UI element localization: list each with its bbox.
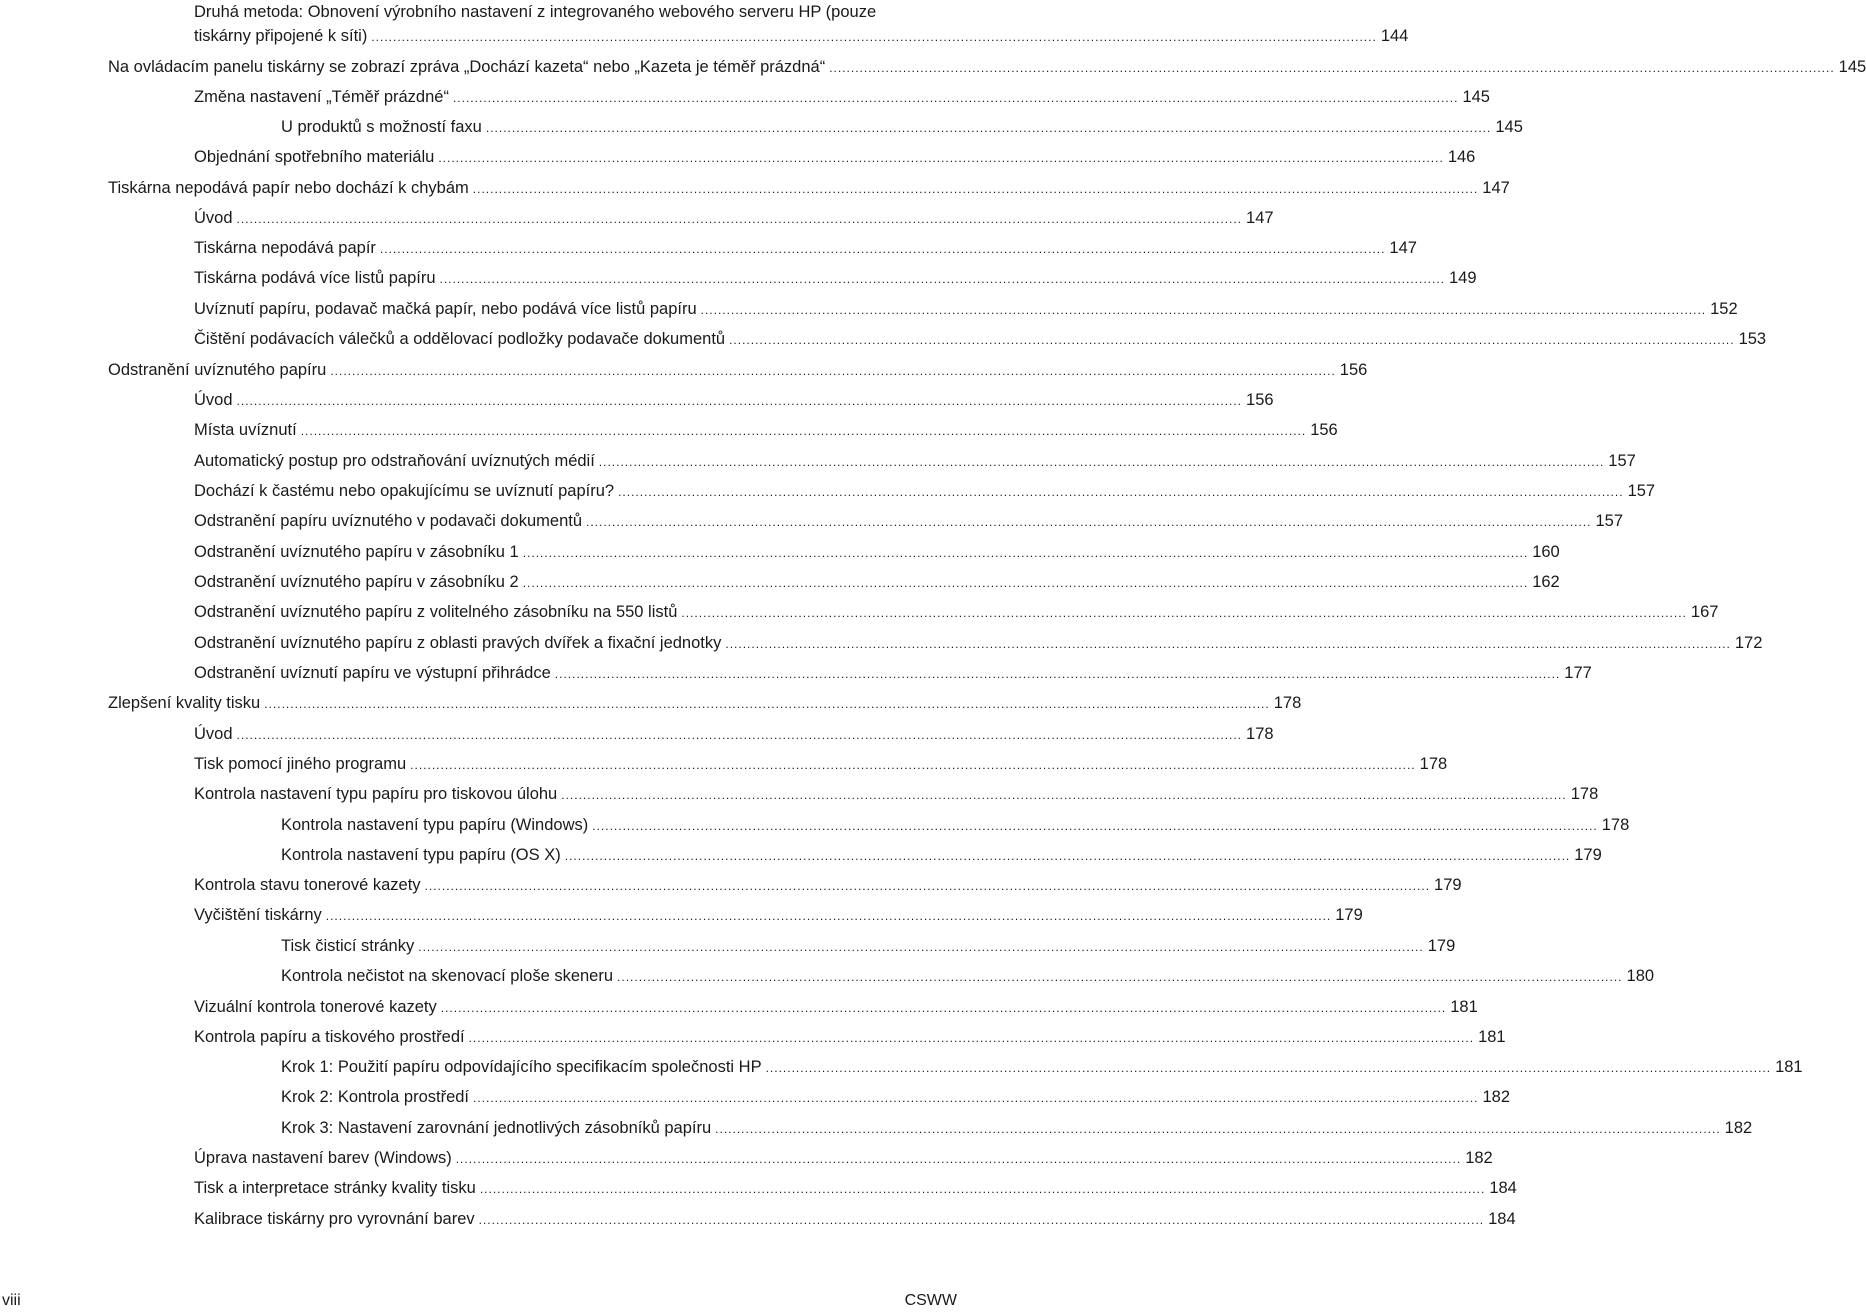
toc-entry[interactable] xyxy=(194,266,1477,291)
toc-entry-page: 144 xyxy=(1380,27,1409,45)
dot-leader xyxy=(264,692,1269,716)
toc-entry-title: Tisk a interpretace stránky kvality tisku xyxy=(194,1179,476,1197)
toc-entry[interactable] xyxy=(281,115,1523,140)
toc-entry[interactable] xyxy=(194,782,1599,807)
dot-leader xyxy=(701,298,1706,322)
toc-entry[interactable] xyxy=(194,540,1560,565)
toc-entry-title: Úprava nastavení barev (Windows) xyxy=(194,1149,452,1167)
toc-entry-title: Tiskárna nepodává papír nebo dochází k chybám xyxy=(108,179,469,197)
toc-entry-title: Úvod xyxy=(194,725,233,743)
toc-entry-title: Krok 3: Nastavení zarovnání jednotlivých zásobníků papíru xyxy=(281,1119,712,1137)
toc-entry-page: 181 xyxy=(1775,1058,1803,1076)
toc-entry-title: Odstranění uvíznutého papíru xyxy=(108,361,327,379)
toc-entry-title: Kontrola nečistot na skenovací ploše skeneru xyxy=(281,967,614,985)
toc-entry-title: Kontrola nastavení typu papíru (Windows) xyxy=(281,816,589,834)
toc-entry-title: Dochází k častému nebo opakujícímu se uvíznutí papíru? xyxy=(194,482,615,500)
toc-entry-title: U produktů s možností faxu xyxy=(281,118,482,136)
dot-leader xyxy=(440,267,1445,291)
toc-entry-page: 152 xyxy=(1710,300,1738,318)
toc-entry-title: Druhá metoda: Obnovení výrobního nastavení z integrovaného webového serveru HP (pouze xyxy=(194,3,877,21)
toc-entry-title: Vizuální kontrola tonerové kazety xyxy=(194,998,437,1016)
toc-entry[interactable] xyxy=(194,873,1462,898)
toc-entry-title: Zlepšení kvality tisku xyxy=(108,694,261,712)
toc-entry-page: 182 xyxy=(1724,1119,1753,1137)
toc-entry[interactable] xyxy=(281,813,1630,838)
toc-entry[interactable] xyxy=(194,388,1274,413)
toc-entry-page: 167 xyxy=(1690,603,1719,621)
dot-leader xyxy=(586,510,1591,534)
toc-entry-title: Změna nastavení „Téměř prázdné“ xyxy=(194,88,449,106)
toc-entry-title: Tisk pomocí jiného programu xyxy=(194,755,407,773)
toc-entry-title: Odstranění papíru uvíznutého v podavači dokumentů xyxy=(194,512,582,530)
toc-entry[interactable] xyxy=(194,85,1490,110)
dot-leader xyxy=(715,1117,1720,1141)
toc-entry-title: Úvod xyxy=(194,391,233,409)
toc-entry-title: Úvod xyxy=(194,209,233,227)
dot-leader xyxy=(410,753,1415,777)
toc-entry[interactable] xyxy=(281,1055,1803,1080)
toc-entry-title: Vyčištění tiskárny xyxy=(194,906,322,924)
dot-leader xyxy=(441,996,1446,1020)
toc-entry[interactable] xyxy=(108,176,1510,201)
toc-entry[interactable] xyxy=(194,0,1409,49)
toc-entry[interactable] xyxy=(194,206,1274,231)
toc-entry[interactable] xyxy=(108,691,1302,716)
toc-entry-title: Kalibrace tiskárny pro vyrovnání barev xyxy=(194,1210,475,1228)
dot-leader xyxy=(237,207,1242,231)
toc-entry-title: Krok 1: Použití papíru odpovídajícího specifikacím společnosti HP xyxy=(281,1058,762,1076)
toc-entry[interactable] xyxy=(194,145,1476,170)
toc-entry-page: 147 xyxy=(1482,179,1510,197)
dot-leader xyxy=(618,480,1623,504)
dot-leader xyxy=(592,814,1597,838)
toc-entry-title: Kontrola nastavení typu papíru (OS X) xyxy=(281,846,561,864)
dot-leader xyxy=(681,601,1686,625)
dot-leader xyxy=(480,1177,1485,1201)
toc-entry-page: 181 xyxy=(1478,1028,1506,1046)
toc-entry-page: 156 xyxy=(1310,421,1338,439)
dot-leader xyxy=(486,116,1491,140)
toc-entry-page: 149 xyxy=(1449,269,1477,287)
toc-entry-page: 178 xyxy=(1246,725,1274,743)
toc-entry-title: Odstranění uvíznutého papíru z oblasti pravých dvířek a fixační jednotky xyxy=(194,634,722,652)
dot-leader xyxy=(599,450,1604,474)
dot-leader xyxy=(565,844,1570,868)
dot-leader xyxy=(326,904,1331,928)
toc-entry-page: 157 xyxy=(1595,512,1624,530)
toc-entry-page: 178 xyxy=(1601,816,1630,834)
toc-entry-page: 184 xyxy=(1489,1179,1517,1197)
dot-leader xyxy=(729,328,1734,352)
toc-entry-page: 147 xyxy=(1389,239,1417,257)
dot-leader xyxy=(418,935,1423,959)
toc-entry-title: Kontrola nastavení typu papíru pro tiskovou úlohu xyxy=(194,785,558,803)
toc-entry[interactable] xyxy=(281,964,1655,989)
dot-leader xyxy=(479,1208,1484,1232)
toc-entry-title: Odstranění uvíznutého papíru z volitelného zásobníku na 550 listů xyxy=(194,603,678,621)
toc-entry-page: 178 xyxy=(1273,694,1302,712)
toc-entry[interactable] xyxy=(194,661,1592,686)
toc-entry-title: Tiskárna nepodává papír xyxy=(194,239,376,257)
dot-leader xyxy=(523,571,1528,595)
toc-entry-page: 157 xyxy=(1608,452,1636,470)
toc-entry[interactable] xyxy=(194,570,1560,595)
toc-entry-title: Objednání spotřebního materiálu xyxy=(194,148,435,166)
dot-leader xyxy=(371,25,1376,49)
toc-entry-title: Krok 2: Kontrola prostředí xyxy=(281,1088,470,1106)
dot-leader xyxy=(237,723,1242,747)
toc-entry[interactable] xyxy=(281,843,1602,868)
dot-leader xyxy=(469,1026,1474,1050)
dot-leader xyxy=(829,56,1834,80)
toc-entry[interactable] xyxy=(194,752,1448,777)
dot-leader xyxy=(330,359,1335,383)
toc-entry[interactable] xyxy=(194,995,1478,1020)
dot-leader xyxy=(438,146,1443,170)
toc-entry[interactable] xyxy=(194,1025,1506,1050)
toc-entry-title: Tisk čisticí stránky xyxy=(281,937,415,955)
toc-entry[interactable] xyxy=(194,600,1719,625)
toc-entry-title: Čištění podávacích válečků a oddělovací podložky podavače dokumentů xyxy=(194,330,726,348)
toc-entry[interactable] xyxy=(194,236,1417,261)
dot-leader xyxy=(456,1147,1461,1171)
toc-entry-page: 160 xyxy=(1532,543,1560,561)
toc-entry-title: Tiskárna podává více listů papíru xyxy=(194,269,436,287)
dot-leader xyxy=(555,662,1560,686)
toc-entry-page: 180 xyxy=(1626,967,1655,985)
toc-entry-title: Kontrola papíru a tiskového prostředí xyxy=(194,1028,465,1046)
toc-entry-title: Odstranění uvíznutí papíru ve výstupní přihrádce xyxy=(194,664,551,682)
toc-entry[interactable] xyxy=(108,55,1866,80)
toc-entry[interactable] xyxy=(194,1146,1493,1171)
toc-entry-page: 145 xyxy=(1462,88,1490,106)
toc-entry-page: 182 xyxy=(1482,1088,1511,1106)
dot-leader xyxy=(453,86,1458,110)
toc-entry-title: Odstranění uvíznutého papíru v zásobníku 1 xyxy=(194,543,519,561)
toc-entry-page: 184 xyxy=(1488,1210,1516,1228)
toc-entry[interactable] xyxy=(281,934,1456,959)
dot-leader xyxy=(425,874,1430,898)
toc-entry-page: 179 xyxy=(1574,846,1602,864)
dot-leader xyxy=(473,1086,1478,1110)
toc-entry[interactable] xyxy=(194,509,1624,534)
toc-entry-title: Místa uvíznutí xyxy=(194,421,297,439)
dot-leader xyxy=(301,419,1306,443)
toc-entry-page: 145 xyxy=(1838,58,1866,76)
toc-entry[interactable] xyxy=(194,1176,1517,1201)
footer-brand: CSWW xyxy=(904,1292,957,1309)
toc-entry[interactable] xyxy=(194,297,1738,322)
toc-entry-page: 145 xyxy=(1495,118,1523,136)
toc-entry[interactable] xyxy=(194,1207,1516,1232)
dot-leader xyxy=(725,632,1730,656)
toc-entry-page: 156 xyxy=(1246,391,1274,409)
toc-entry-title: Na ovládacím panelu tiskárny se zobrazí zpráva „Dochází kazeta“ nebo „Kazeta je téměř prázdná“ xyxy=(108,58,826,76)
toc-entry[interactable] xyxy=(108,358,1368,383)
dot-leader xyxy=(237,389,1242,413)
toc-entry-page: 179 xyxy=(1434,876,1462,894)
toc-entry-title: Kontrola stavu tonerové kazety xyxy=(194,876,421,894)
toc-entry-page: 181 xyxy=(1450,998,1478,1016)
toc-entry-page: 172 xyxy=(1734,634,1763,652)
toc-entry[interactable] xyxy=(281,1116,1753,1141)
dot-leader xyxy=(523,541,1528,565)
toc-entry[interactable] xyxy=(194,903,1363,928)
toc-entry[interactable] xyxy=(194,327,1767,352)
toc-entry-page: 156 xyxy=(1339,361,1368,379)
toc-entry-title: Automatický postup pro odstraňování uvíznutých médií xyxy=(194,452,595,470)
toc-entry-page: 178 xyxy=(1419,755,1448,773)
toc-entry[interactable] xyxy=(194,449,1636,474)
toc-entry-page: 146 xyxy=(1447,148,1476,166)
toc-entry-page: 157 xyxy=(1627,482,1656,500)
toc-entry[interactable] xyxy=(194,418,1338,443)
toc-entry[interactable] xyxy=(194,479,1656,504)
toc-entry-title: Odstranění uvíznutého papíru v zásobníku 2 xyxy=(194,573,519,591)
toc-entry-title: tiskárny připojené k síti) xyxy=(194,27,368,45)
toc-entry-page: 177 xyxy=(1564,664,1592,682)
dot-leader xyxy=(561,783,1566,807)
toc-entry[interactable] xyxy=(281,1085,1511,1110)
toc-entry-page: 162 xyxy=(1532,573,1560,591)
toc-entry[interactable] xyxy=(194,722,1274,747)
toc-entry-page: 182 xyxy=(1465,1149,1493,1167)
dot-leader xyxy=(766,1056,1771,1080)
footer-page-number: viii xyxy=(2,1292,21,1309)
toc-entry-page: 179 xyxy=(1335,906,1363,924)
dot-leader xyxy=(380,237,1385,261)
dot-leader xyxy=(617,965,1622,989)
toc-entry-page: 178 xyxy=(1570,785,1599,803)
toc-entry-title: Uvíznutí papíru, podavač mačká papír, nebo podává více listů papíru xyxy=(194,300,697,318)
toc-entry-page: 153 xyxy=(1738,330,1767,348)
toc-entry-page: 147 xyxy=(1246,209,1274,227)
toc-entry[interactable] xyxy=(194,631,1763,656)
toc-entry-page: 179 xyxy=(1427,937,1456,955)
dot-leader xyxy=(473,177,1478,201)
